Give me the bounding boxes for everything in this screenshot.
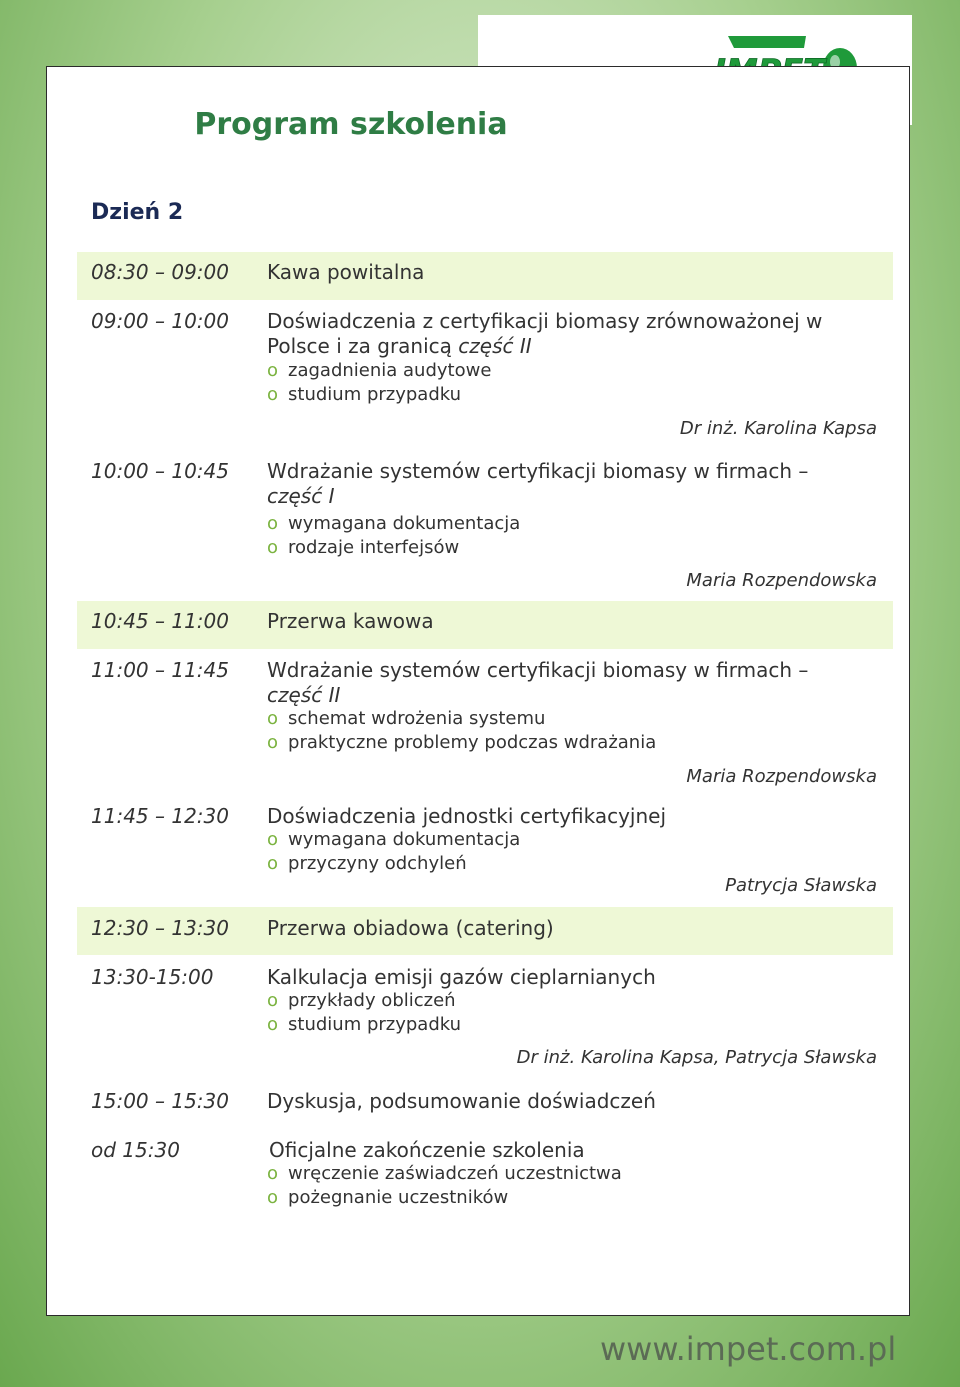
page-title: Program szkolenia (194, 107, 508, 142)
session-topic: Przerwa kawowa (267, 609, 434, 633)
session-speaker: Dr inż. Karolina Kapsa (679, 418, 877, 439)
program-page (46, 66, 910, 1316)
day-heading: Dzień 2 (91, 200, 184, 225)
session-topic: Oficjalne zakończenie szkolenia (269, 1138, 585, 1162)
session-bullets (267, 989, 461, 1037)
session-topic: Kalkulacja emisji gazów cieplarnianych (267, 965, 656, 989)
session-topic: Doświadczenia z certyfikacji biomasy zrównoważonej w Polsce i za granicą część II (267, 309, 823, 358)
website-link[interactable]: www.impet.com.pl (600, 1330, 897, 1368)
session-bullets (267, 828, 520, 876)
session-time: 13:30-15:00 (91, 965, 214, 989)
session-topic: Wdrażanie systemów certyfikacji biomasy w firmach – część I (267, 459, 809, 508)
session-topic: Doświadczenia jednostki certyfikacyjnej (267, 804, 667, 828)
list-item: o wymagana dokumentacja (267, 829, 521, 850)
session-speaker: Maria Rozpendowska (686, 766, 877, 787)
session-bullets (267, 359, 491, 407)
session-speaker: Patrycja Sławska (725, 875, 877, 896)
list-item: o przykłady obliczeń (267, 990, 456, 1011)
list-item: o pożegnanie uczestników (267, 1187, 509, 1208)
session-time: 11:00 – 11:45 (91, 658, 229, 682)
list-item: o wręczenie zaświadczeń uczestnictwa (267, 1163, 622, 1184)
session-bullets (267, 1162, 622, 1210)
list-item: o schemat wdrożenia systemu (267, 708, 546, 729)
session-bullets (267, 707, 656, 755)
session-time: 09:00 – 10:00 (91, 309, 229, 333)
session-time: 08:30 – 09:00 (91, 260, 229, 284)
session-time: 15:00 – 15:30 (91, 1089, 229, 1113)
session-bullets (267, 512, 520, 560)
session-speaker: Maria Rozpendowska (686, 570, 877, 591)
session-speaker: Dr inż. Karolina Kapsa, Patrycja Sławska (516, 1047, 877, 1068)
list-item: o rodzaje interfejsów (267, 537, 460, 558)
list-item: o wymagana dokumentacja (267, 513, 521, 534)
session-time: 12:30 – 13:30 (91, 916, 229, 940)
session-topic: Dyskusja, podsumowanie doświadczeń (267, 1089, 656, 1113)
list-item: o przyczyny odchyleń (267, 853, 467, 874)
session-topic: Wdrażanie systemów certyfikacji biomasy w firmach – część II (267, 658, 809, 707)
session-time: 10:00 – 10:45 (91, 459, 229, 483)
session-topic: Przerwa obiadowa (catering) (267, 916, 554, 940)
list-item: o studium przypadku (267, 384, 462, 405)
session-topic: Kawa powitalna (267, 260, 425, 284)
list-item: o praktyczne problemy podczas wdrażania (267, 732, 657, 753)
list-item: o zagadnienia audytowe (267, 360, 492, 381)
session-time: 10:45 – 11:00 (91, 609, 229, 633)
session-time: 11:45 – 12:30 (91, 804, 229, 828)
session-time: od 15:30 (91, 1138, 180, 1162)
list-item: o studium przypadku (267, 1014, 462, 1035)
